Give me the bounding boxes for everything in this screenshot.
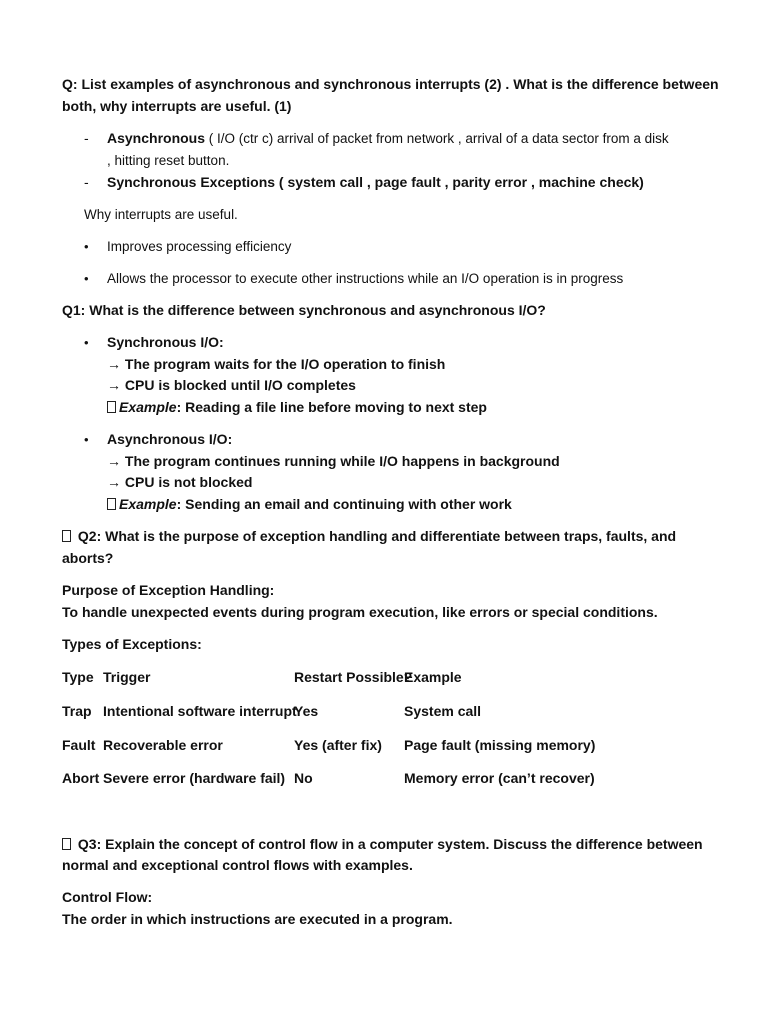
async-item bbox=[107, 128, 669, 149]
async-text-line1: ( I/O (ctr c) arrival of packet from network , arrival of a data sector from a disk bbox=[205, 131, 669, 146]
example-label: Example bbox=[119, 496, 177, 512]
table-cell: Page fault (missing memory) bbox=[404, 737, 596, 753]
q2-question-text: Q2: What is the purpose of exception handling and differentiate between traps, faults, and bbox=[74, 528, 677, 544]
async-io-title: Asynchronous I/O: bbox=[107, 431, 233, 447]
example-label: Example bbox=[119, 399, 177, 415]
async-label: Asynchronous bbox=[107, 130, 206, 146]
missing-glyph-icon bbox=[62, 838, 71, 850]
table-header: Example bbox=[404, 669, 462, 685]
useful-point-1: Improves processing efficiency bbox=[107, 239, 292, 254]
purpose-heading: Purpose of Exception Handling: bbox=[62, 582, 275, 598]
bullet-dot: • bbox=[84, 432, 89, 447]
q3-question-line2: normal and exceptional control flows with examples. bbox=[62, 857, 413, 873]
table-cell: Recoverable error bbox=[103, 737, 223, 753]
question-intro-line2: both, why interrupts are useful. (1) bbox=[62, 98, 292, 114]
table-cell: Trap bbox=[62, 703, 92, 719]
table-cell: Yes (after fix) bbox=[294, 737, 382, 753]
example-text: : Reading a file line before moving to next step bbox=[176, 399, 487, 415]
q3-question-line1 bbox=[62, 834, 703, 855]
dash-bullet: - bbox=[84, 130, 89, 146]
purpose-text: To handle unexpected events during program execution, like errors or special conditions. bbox=[62, 604, 658, 620]
async-io-line1: → The program continues running while I/O happens in background bbox=[107, 453, 560, 469]
q3-question-text: Q3: Explain the concept of control flow in a computer system. Discuss the difference between bbox=[74, 836, 703, 852]
useful-point-2: Allows the processor to execute other instructions while an I/O operation is in progress bbox=[107, 271, 624, 286]
table-cell: Fault bbox=[62, 737, 96, 753]
table-cell: Yes bbox=[294, 703, 319, 719]
async-io-line2: → CPU is not blocked bbox=[107, 474, 253, 490]
question-intro-line1: Q: List examples of asynchronous and synchronous interrupts (2) . What is the difference between bbox=[62, 76, 719, 92]
sync-io-line1: → The program waits for the I/O operation to finish bbox=[107, 356, 446, 372]
async-io-example bbox=[107, 494, 512, 515]
q2-question-line2: aborts? bbox=[62, 550, 114, 566]
example-text: : Sending an email and continuing with other work bbox=[176, 496, 512, 512]
missing-glyph-icon bbox=[107, 498, 116, 510]
table-cell: Memory error (can’t recover) bbox=[404, 770, 595, 786]
q2-question-line1 bbox=[62, 526, 676, 547]
control-flow-text: The order in which instructions are executed in a program. bbox=[62, 911, 453, 927]
table-cell: No bbox=[294, 770, 313, 786]
missing-glyph-icon bbox=[62, 530, 71, 542]
sync-io-example bbox=[107, 397, 487, 418]
dash-bullet: - bbox=[84, 174, 89, 190]
bullet-dot: • bbox=[84, 335, 89, 350]
bullet-dot: • bbox=[84, 239, 89, 254]
control-flow-heading: Control Flow: bbox=[62, 889, 153, 905]
table-header: Type bbox=[62, 669, 94, 685]
types-heading: Types of Exceptions: bbox=[62, 636, 202, 652]
missing-glyph-icon bbox=[107, 401, 116, 413]
table-header: Restart Possible? bbox=[294, 669, 413, 685]
table-cell: Abort bbox=[62, 770, 100, 786]
useful-heading: Why interrupts are useful. bbox=[84, 207, 238, 222]
sync-io-title: Synchronous I/O: bbox=[107, 334, 224, 350]
sync-item: Synchronous Exceptions ( system call , page fault , parity error , machine check) bbox=[107, 174, 644, 190]
async-text-line2: , hitting reset button. bbox=[107, 153, 230, 168]
table-cell: Intentional software interrupt bbox=[103, 703, 297, 719]
table-cell: System call bbox=[404, 703, 482, 719]
sync-io-line2: → CPU is blocked until I/O completes bbox=[107, 377, 356, 393]
q1-question: Q1: What is the difference between synchronous and asynchronous I/O? bbox=[62, 302, 546, 318]
bullet-dot: • bbox=[84, 271, 89, 286]
table-cell: Severe error (hardware fail) bbox=[103, 770, 286, 786]
table-header: Trigger bbox=[103, 669, 151, 685]
